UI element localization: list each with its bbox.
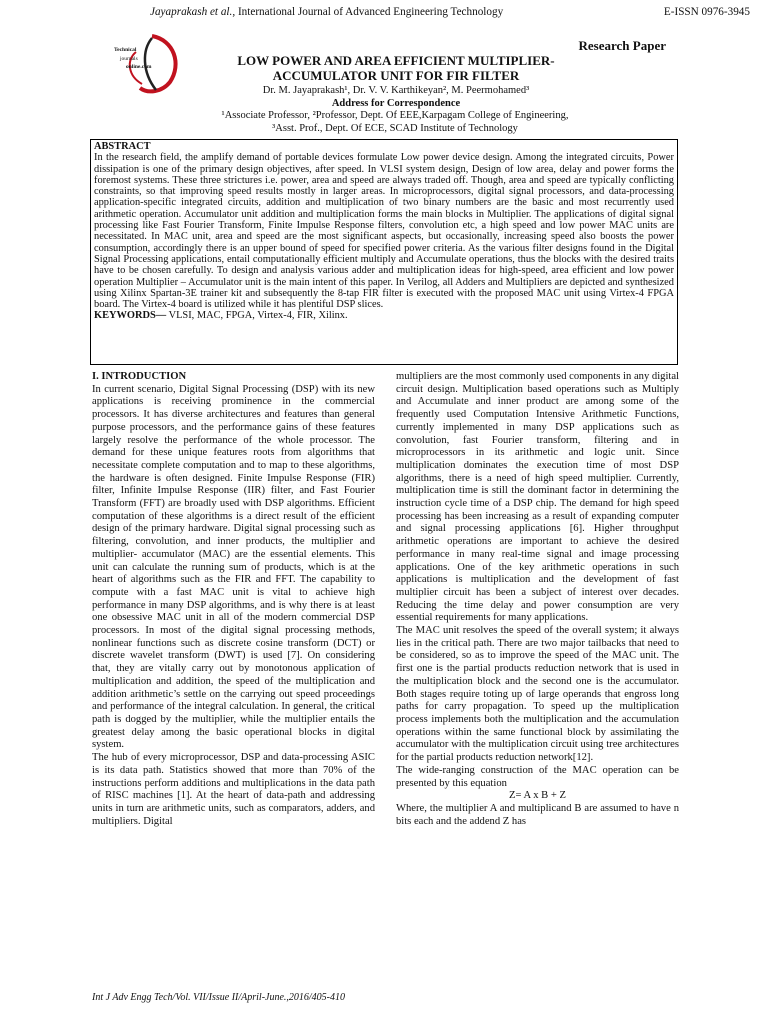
header-issn: E-ISSN 0976-3945 [663, 6, 750, 18]
equation: Z= A x B + Z [509, 790, 566, 802]
abstract-heading: ABSTRACT [94, 141, 151, 152]
address-heading: Address for Correspondence [331, 98, 461, 109]
keywords-label: KEYWORDS— [94, 310, 167, 322]
affiliation-line: ³Asst. Prof., Dept. Of ECE, SCAD Institute of Technology [272, 122, 518, 134]
paragraph: The MAC unit resolves the speed of the overall system; it always lies in the critical path. There are two major tailbacks that need to be considered, so as to improve the speed of the MAC unit. The first one is the partial products reduction network that is used in the multiplication block and the second one is the accumulator. Both stages require toting up of large operands that engross long paths for carry propagation. To speed up the multiplication process implements both the multiplication and the accumulation operations within the same functional block by assimilating the accumulator with the multiplication circuit using tree architectures for the partial products reduction network[12]. [396, 625, 679, 764]
keywords-list: VLSI, MAC, FPGA, Virtex-4, FIR, Xilinx. [166, 310, 348, 322]
logo-text-technical: Technical [114, 47, 137, 53]
paragraph: multipliers are the most commonly used components in any digital circuit design. Multiplication based operations such as Multiply and Accumulate and inner product are among some of the frequently used Computation Intensive Arithmetic Functions, currently implemented in many DSP applications such as convolution, fast Fourier transform, filtering and in microprocessors in its arithmetic and logic unit. Since multiplication dominates the execution time of most DSP algorithms, there is a need of high speed multiplier. Currently, multiplication time is still the dominant factor in determining the instruction cycle time of a DSP chip. The demand for high speed processing has been increasing as a result of expanding computer and signal processing applications [6]. Higher throughput arithmetic operations are important to achieve the desired performance in many real-time signal and image processing applications. One of the key arithmetic operations in such applications is multiplication and the development of fast multiplier circuit has been a subject of interest over decades. Reducing the time delay and power consumption are very essential requirements for many applications. [396, 371, 679, 624]
running-footer: Int J Adv Engg Tech/Vol. VII/Issue II/April-June.,2016/405-410 [92, 992, 346, 1003]
header-authors: Jayaprakash et al., [150, 6, 236, 18]
affiliations [160, 110, 630, 135]
affiliation-line: ¹Associate Professor, ²Professor, Dept. Of EEE,Karpagam College of Engineering, [221, 110, 569, 121]
paragraph: In current scenario, Digital Signal Processing (DSP) with its new applications is receiving prominence in the commercial processors. It has diverse architectures and features than general purpose processors, and the performance gains of these features largely resolve the performance of the whole processor. The demand for these unique features roots from algorithms that necessitate complete computation and to map to these algorithms, the hardware is often designed. Finite Impulse Response (FIR) filter, Infinite Impulse Response (IIR) filter, and Fast Fourier Transform (FFT) are broadly used with DSP algorithms. Efficient computation of these algorithms is a direct result of the efficient design of the primary hardware. Digital signal processing such as filtering, convolution, and inner products, the multiplier and multiplier- accumulator (MAC) are the essential elements. This unit can calculate the running sum of products, which is at the heart of algorithms such as the FIR and FFT. The capability to compute with a fast MAC unit is vital to achieve high performance in many DSP algorithms, and is why there is at least one obsessive MAC unit in all of the modern commercial DSP processors. In most of the digital signal processing methods, nonlinear functions such as discrete cosine transform (DCT) or discrete wavelet transform (DWT) is used [7]. On considering that, they are vitally carry out by monotonous application of multiplication and addition, the speed of the multiplication and addition arithmetic’s settle on the carrying out speed proceedings and performance of the integral calculation. In general, the critical path is dogged by the multiplier, while the multiplier entails the greatest delay among the basic operational blocks in digital system. [92, 383, 375, 751]
keywords-line [94, 310, 674, 321]
right-column [396, 371, 679, 828]
abstract-box [90, 139, 678, 365]
logo-text-journals: journals [120, 56, 138, 62]
paper-type: Research Paper [578, 38, 666, 53]
header-journal: International Journal of Advanced Engineering Technology [235, 6, 504, 18]
paper-title: LOW POWER AND AREA EFFICIENT MULTIPLIER-ACCUMULATOR UNIT FOR FIR FILTER [237, 53, 555, 83]
running-header [150, 6, 750, 18]
logo-text-online: online.com [126, 64, 152, 70]
section-heading-introduction: I. INTRODUCTION [92, 371, 187, 382]
author-list: Dr. M. Jayaprakash¹, Dr. V. V. Karthikeyan², M. Peermohamed³ [262, 85, 530, 96]
paragraph: The wide-ranging construction of the MAC operation can be presented by this equation [396, 764, 679, 789]
abstract-text: In the research field, the amplify demand of portable devices formulate Low power device design. Among the integrated circuits, Power dissipation is one of the primary design objectives, after speed. In VLSI system design, Design of low area, delay and power forms the foremost systems. These three strictures i.e. power, area and speed are always traded off. Though, area and speed are typically conflicting constraints, so that improving speed results mostly in larger areas. In microprocessors, digital signal processors, and data-processing application-specific integrated circuits, addition and multiplication of two binary numbers are the basic and most recurrently used arithmetic operation. Accumulator unit addition and multiplication forms the main blocks in Multiplier. The applications of digital signal processing like Fast Fourier Transform, Finite Impulse Response filters, convolution etc, a high speed and low power MAC units are necessitated. In MAC unit, area and speed are the most significant aspects, but occasionally, increasing speed also boosts the power consumption, accordingly there is an upper bound of speed for specified power criteria. As the various filter designs found in the Digital Signal Processing applications, entail computationally efficient multiply and Accumulate operations, thus the blocks with the desired traits have to be chosen carefully. To design and analysis various adder and multiplication ideas for high-speed, area efficient and low power operation Multiplier – Accumulator unit is the main intent of this paper. In Verilog, all Adders and Multipliers are depicted and synthesized using Xilinx Spartan-3E trainer kit and subsequently the 8-tap FIR filter is executed with the proposed MAC unit using Virtex-4 FPGA board. The Virtex-4 board is utilized while it has plentiful DSP slices. [94, 152, 674, 311]
paragraph: The hub of every microprocessor, DSP and data-processing ASIC is its data path. Statistics showed that more than 70% of the instructions perform additions and multiplications in the data path of RISC machines [1]. At the heart of data-path and addressing units in turn are arithmetic units, such as comparators, adders, and multipliers. Digital [92, 752, 375, 827]
left-column [92, 371, 375, 828]
paragraph: Where, the multiplier A and multiplicand B are assumed to have n bits each and the addend Z has [396, 802, 679, 827]
